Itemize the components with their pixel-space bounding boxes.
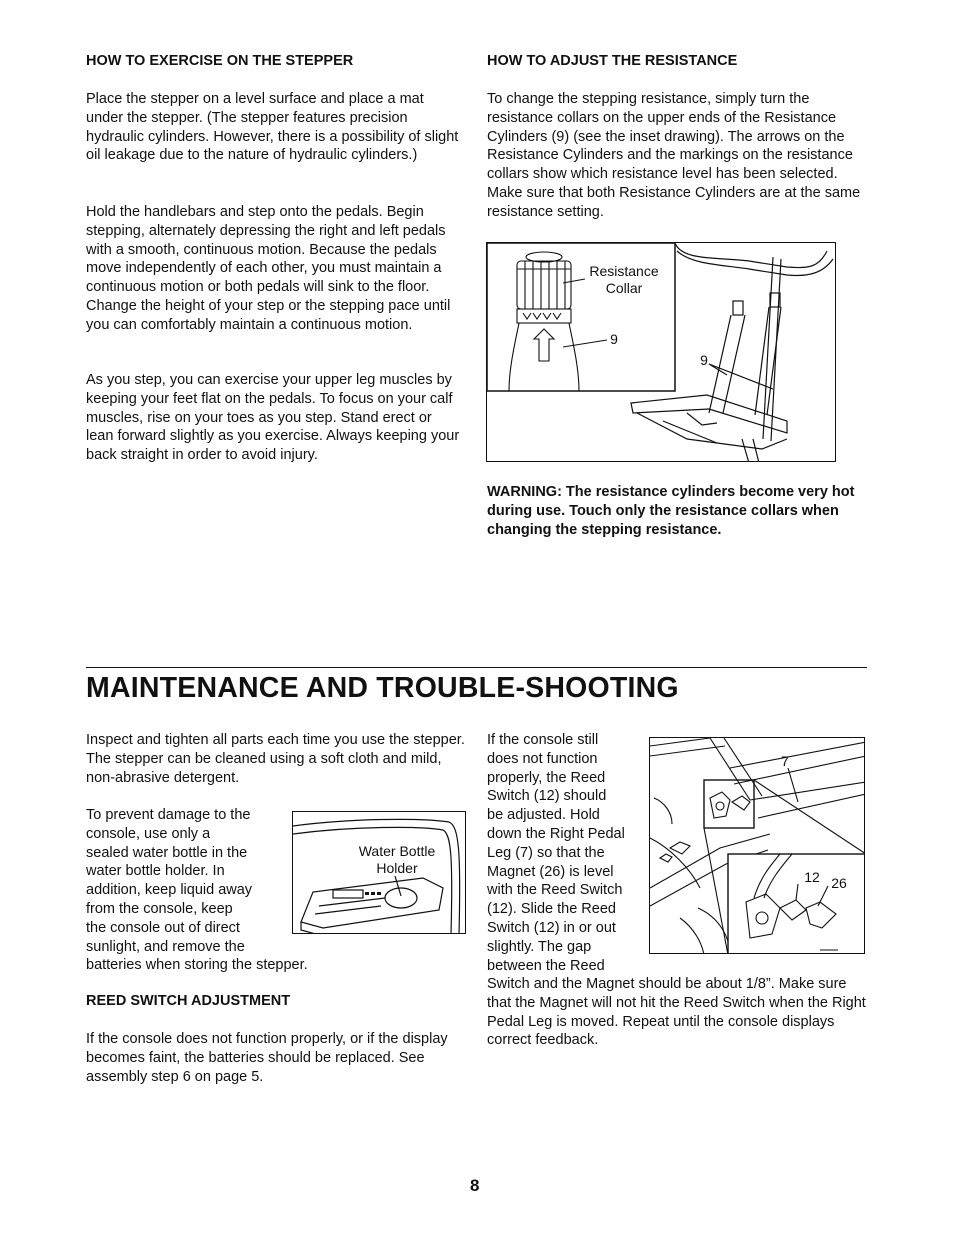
reed-line: be adjusted. Hold xyxy=(487,807,600,824)
p2-line: sealed water bottle in the xyxy=(86,844,248,861)
page-number: 8 xyxy=(470,1176,480,1195)
pedal-leg-number: 7 xyxy=(781,753,789,769)
p2-line: sunlight, and remove the xyxy=(86,938,245,955)
exercise-paragraph-1: Place the stepper on a level surface and place a mat under the stepper. (The stepper features precision hydraulic cylinders. However, there is a possibility of slight oil leakage due to the nature of hydraulic cylinders.) xyxy=(86,91,459,164)
reed-line: between the Reed xyxy=(487,957,605,974)
maintenance-paragraph-1: Inspect and tighten all parts each time you use the stepper. The stepper can be cleaned using a soft cloth and mild, non-abrasive detergent. xyxy=(86,732,465,786)
p2-line: from the console, keep xyxy=(86,900,233,917)
reed-switch-drawing xyxy=(650,738,865,954)
exercise-heading: HOW TO EXERCISE ON THE STEPPER xyxy=(86,53,354,69)
p2-line: batteries when storing the stepper. xyxy=(86,957,308,974)
reed-line: with the Reed Switch xyxy=(487,882,623,899)
exercise-paragraph-2: Hold the handlebars and step onto the pedals. Begin stepping, alternately depressing the right and left pedals with a smooth, continuous motion. Because the pedals move independently of each other, you must maintain a continuous motion or both pedals will sink to the floor. Change the height of your step or the stepping pace until you can comfortably maintain a continuous motion. xyxy=(86,204,451,333)
resistance-paragraph: To change the stepping resistance, simply turn the resistance collars on the upper ends of the Resistance Cylinders (9) (see the inset drawing). The arrows on the Resistance Cylinders and the markings on the resistance collars show which resistance level has been selected. Make sure that both Resistance Cylinders are at the same resistance setting. xyxy=(487,91,861,220)
warning-text: WARNING: The resistance cylinders become very hot during use. Touch only the resistance collars when changing the stepping resistance. xyxy=(487,484,855,538)
reed-switch-number: 12 xyxy=(804,869,820,885)
water-bottle-figure xyxy=(292,811,466,934)
section-divider xyxy=(86,667,867,668)
reed-adjust-tail: Switch and the Magnet should be about 1/8”. Make sure that the Magnet will not hit the Reed Switch when the Right Pedal Leg is moved. Repeat until the console displays correct feedback. xyxy=(487,976,866,1049)
magnet-number: 26 xyxy=(831,875,847,891)
reed-line: Switch (12) should xyxy=(487,788,607,805)
resistance-collar-label xyxy=(581,263,667,297)
exercise-paragraph-3: As you step, you can exercise your upper leg muscles by keeping your feet flat on the pedals. To focus on your calf muscles, rise on your toes as you step. Stand erect or lean forward slightly as you exercise. Always keeping your back straight in order to avoid injury. xyxy=(86,372,460,464)
inset-cylinder-number: 9 xyxy=(610,331,618,347)
p2-line: addition, keep liquid away xyxy=(86,882,253,899)
maintenance-paragraph-3: If the console does not function properly, or if the display becomes faint, the batteries should be replaced. See assembly step 6 on page 5. xyxy=(86,1031,448,1085)
resistance-cylinder-figure xyxy=(486,242,836,462)
resistance-collar-label-line1: Resistance xyxy=(589,263,659,279)
p2-line: To prevent damage to the xyxy=(86,807,251,823)
reed-line: Leg (7) so that the xyxy=(487,844,605,861)
resistance-heading: HOW TO ADJUST THE RESISTANCE xyxy=(487,53,738,69)
reed-line: Magnet (26) is level xyxy=(487,863,614,880)
reed-line: slightly. The gap xyxy=(487,938,592,955)
maintenance-title: MAINTENANCE AND TROUBLE-SHOOTING xyxy=(86,672,679,704)
reed-switch-heading: REED SWITCH ADJUSTMENT xyxy=(86,993,291,1009)
reed-line: properly, the Reed xyxy=(487,769,606,786)
reed-line: Switch (12) in or out xyxy=(487,919,616,936)
water-bottle-holder-label xyxy=(349,843,445,877)
reed-adjust-text xyxy=(487,731,647,975)
resistance-collar-label-line2: Collar xyxy=(605,280,643,296)
reed-line: does not function xyxy=(487,750,598,767)
main-cylinder-number: 9 xyxy=(700,352,708,368)
p2-line: the console out of direct xyxy=(86,919,240,936)
p2-line: console, use only a xyxy=(86,825,211,842)
reed-line: If the console still xyxy=(487,732,599,748)
p2-line: water bottle holder. In xyxy=(86,863,225,880)
water-bottle-label-line1: Water Bottle xyxy=(358,843,436,859)
reed-line: down the Right Pedal xyxy=(487,825,625,842)
reed-line: (12). Slide the Reed xyxy=(487,901,616,918)
reed-switch-figure xyxy=(649,737,865,954)
water-bottle-label-line2: Holder xyxy=(376,860,418,876)
